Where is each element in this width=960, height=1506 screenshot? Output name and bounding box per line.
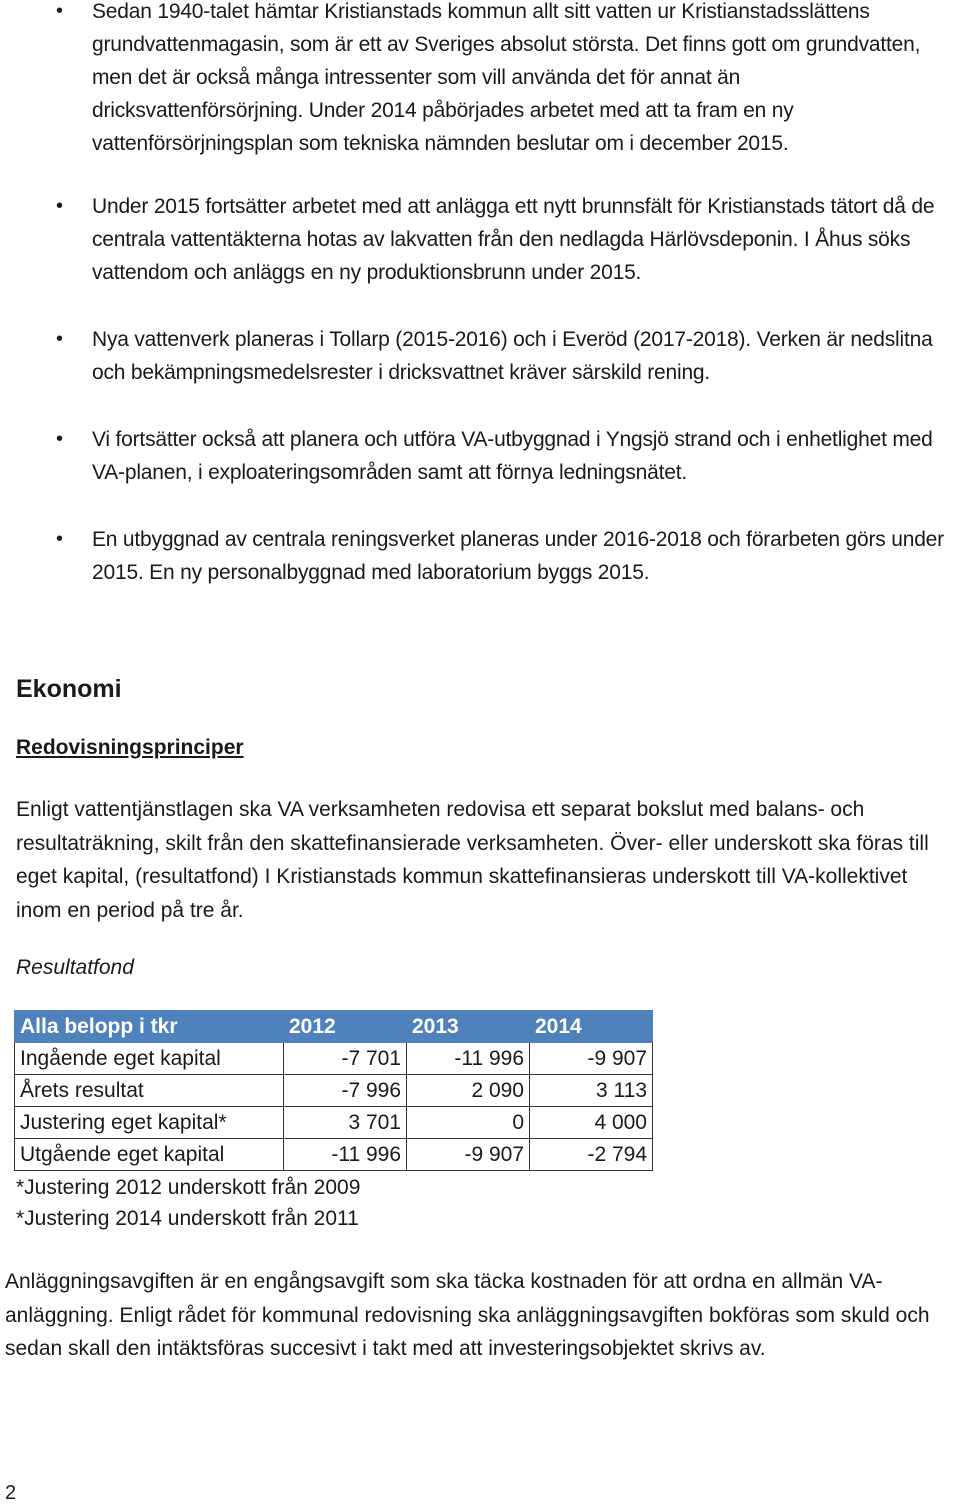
table-cell-value: -7 996 [284, 1075, 407, 1107]
table-row [15, 1043, 653, 1075]
heading-redovisningsprinciper: Redovisningsprinciper [16, 736, 244, 759]
table-cell-value: -2 794 [530, 1139, 653, 1171]
bullet-glyph: • [56, 428, 63, 450]
heading-resultatfond: Resultatfond [16, 956, 134, 979]
page-number: 2 [5, 1482, 17, 1504]
paragraph-redovisning: Enligt vattentjänstlagen ska VA verksamheten redovisa ett separat bokslut med balans- och resultaträkning, skilt från den skattefinansierade verksamheten. Över- eller underskott ska föras till eget kapital, (resultatfond) I Kristianstads kommun skattefinansieras underskott till VA-kollektivet inom en period på tre år. [16, 798, 929, 922]
bullet-list [0, 0, 960, 589]
table-cell-value: 0 [407, 1107, 530, 1139]
table-row [15, 1139, 653, 1171]
bullet-item [56, 190, 944, 289]
table-cell-label: Justering eget kapital* [15, 1107, 284, 1139]
table-cell-value: 2 090 [407, 1075, 530, 1107]
bullet-glyph: • [56, 528, 63, 550]
bullet-text: En utbyggnad av centrala reningsverket planeras under 2016-2018 och förarbeten görs under 2015. En ny personalbyggnad med laboratorium byggs 2015. [92, 528, 944, 584]
bullet-text: Under 2015 fortsätter arbetet med att anlägga ett nytt brunnsfält för Kristianstads tätort då de centrala vattentäkterna hotas av lakvatten från den nedlagda Härlövsdeponin. I Åhus söks vattendom och anläggs en ny produktionsbrunn under 2015. [92, 195, 935, 284]
resultatfond-table [14, 1010, 653, 1171]
table-cell-value: 3 701 [284, 1107, 407, 1139]
table-cell-label: Årets resultat [15, 1075, 284, 1107]
table-header-cell: 2014 [530, 1011, 653, 1043]
table-cell-value: -7 701 [284, 1043, 407, 1075]
table-cell-value: -11 996 [284, 1139, 407, 1171]
table-header-row [15, 1011, 653, 1043]
bullet-item [56, 523, 944, 589]
footnote-2012: *Justering 2012 underskott från 2009 [16, 1176, 361, 1199]
paragraph-anlaggningsavgift: Anläggningsavgiften är en engångsavgift som ska täcka kostnaden för att ordna en allmän VA-anläggning. Enligt rådet för kommunal redovisning ska anläggningsavgiften bokföras som skuld och sedan skall den intäktsföras succesivt i takt med att investeringsobjektet skrivs av. [5, 1270, 930, 1360]
bullet-glyph: • [56, 195, 63, 217]
table-cell-value: -9 907 [407, 1139, 530, 1171]
bullet-text: Sedan 1940-talet hämtar Kristianstads kommun allt sitt vatten ur Kristianstadsslättens grundvattenmagasin, som är ett av Sveriges absolut största. Det finns gott om grundvatten, men det är också många intressenter som vill använda det för annat än dricksvattenförsörjning. Under 2014 påbörjades arbetet med att ta fram en ny vattenförsörjningsplan som tekniska nämnden beslutar om i december 2015. [92, 0, 921, 155]
bullet-item [56, 0, 944, 160]
table-cell-value: -9 907 [530, 1043, 653, 1075]
table-row [15, 1075, 653, 1107]
table-cell-value: 4 000 [530, 1107, 653, 1139]
bullet-item [56, 423, 944, 489]
bullet-glyph: • [56, 0, 63, 22]
bullet-text: Nya vattenverk planeras i Tollarp (2015-2016) och i Everöd (2017-2018). Verken är nedslitna och bekämpningsmedelsrester i dricksvattnet kräver särskild rening. [92, 328, 933, 384]
bullet-text: Vi fortsätter också att planera och utföra VA-utbyggnad i Yngsjö strand och i enhetlighet med VA-planen, i exploateringsområden samt att förnya ledningsnätet. [92, 428, 933, 484]
table-header-cell: Alla belopp i tkr [15, 1011, 284, 1043]
table-cell-label: Ingående eget kapital [15, 1043, 284, 1075]
table-cell-value: -11 996 [407, 1043, 530, 1075]
table-cell-value: 3 113 [530, 1075, 653, 1107]
heading-ekonomi: Ekonomi [16, 675, 122, 703]
bullet-item [56, 323, 944, 389]
bullet-glyph: • [56, 328, 63, 350]
table-header-cell: 2012 [284, 1011, 407, 1043]
table-cell-label: Utgående eget kapital [15, 1139, 284, 1171]
table-row [15, 1107, 653, 1139]
table-header-cell: 2013 [407, 1011, 530, 1043]
footnote-2014: *Justering 2014 underskott från 2011 [16, 1207, 359, 1230]
